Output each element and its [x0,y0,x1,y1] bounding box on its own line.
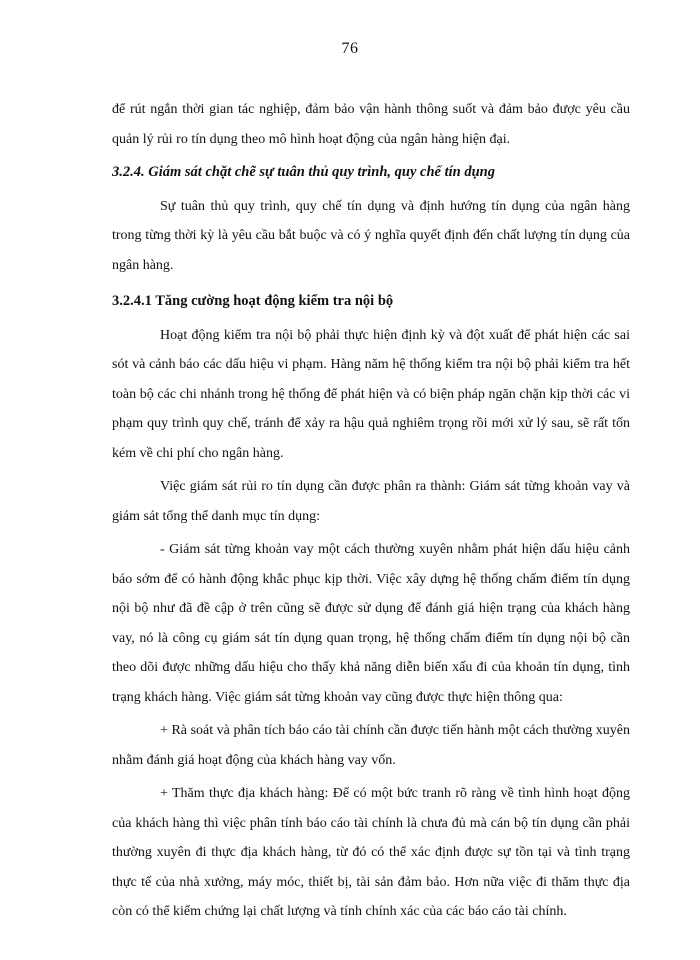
paragraph-compliance: Sự tuân thủ quy trình, quy chế tín dụng và định hướng tín dụng của ngân hàng trong từng thời kỳ là yêu cầu bắt buộc và có ý nghĩa quyết định đến chất lượng tín dụng của ngân hàng. [112,198,630,273]
page-body [112,95,630,927]
paragraph-continuation: để rút ngắn thời gian tác nghiệp, đảm bảo vận hành thông suốt và đảm bảo được yêu cầu quản lý rủi ro tín dụng theo mô hình hoạt động của ngân hàng hiện đại. [112,102,630,147]
paragraph-financial-review: + Rà soát và phân tích báo cáo tài chính cần được tiến hành một cách thường xuyên nhằm đánh giá hoạt động của khách hàng vay vốn. [112,723,630,768]
paragraph-internal-audit: Hoạt động kiểm tra nội bộ phải thực hiện định kỳ và đột xuất để phát hiện các sai sót và cảnh báo các dấu hiệu vi phạm. Hàng năm hệ thống kiểm tra nội bộ phải kiểm tra hết toàn bộ các chi nhánh trong hệ thống để phát hiện và có biện pháp ngăn chặn kịp thời các vi phạm quy trình quy chế, tránh để xảy ra hậu quả nghiêm trọng rồi mới xử lý sau, sẽ rất tốn kém về chi phí cho ngân hàng. [112,327,630,461]
paragraph-site-visit: + Thăm thực địa khách hàng: Để có một bức tranh rõ ràng về tình hình hoạt động của khách hàng thì việc phân tính báo cáo tài chính là chưa đủ mà cán bộ tín dụng cần phải thường xuyên đi thực địa khách hàng, từ đó có thể xác định được sự tồn tại và tình trạng thực tế của nhà xưởng, máy móc, thiết bị, tài sản đảm bảo. Hơn nữa việc đi thăm thực địa còn có thể kiểm chứng lại chất lượng và tính chính xác của các báo cáo tài chính. [112,786,630,919]
page-number: 76 [341,40,359,57]
paragraph-loan-monitoring: - Giám sát từng khoản vay một cách thường xuyên nhằm phát hiện dấu hiệu cảnh báo sớm để có hành động khắc phục kịp thời. Việc xây dựng hệ thống chấm điểm tín dụng nội bộ như đã đề cập ở trên cũng sẽ được sử dụng để đánh giá hiện trạng của khách hàng vay, nó là công cụ giám sát tín dụng quan trọng, hệ thống chấm điểm tín dụng nội bộ cần theo dõi được những dấu hiệu cho thấy khả năng diễn biến xấu đi của khoản tín dụng, tình trạng khách hàng. Việc giám sát từng khoản vay cũng được thực hiện thông qua: [112,542,630,705]
section-heading-3-2-4: 3.2.4. Giám sát chặt chẽ sự tuân thủ quy trình, quy chế tín dụng [112,164,495,180]
paragraph-credit-monitoring: Việc giám sát rủi ro tín dụng cần được phân ra thành: Giám sát từng khoản vay và giám sát tổng thể danh mục tín dụng: [112,479,630,524]
subsection-heading-3-2-4-1: 3.2.4.1 Tăng cường hoạt động kiểm tra nội bộ [112,293,394,309]
